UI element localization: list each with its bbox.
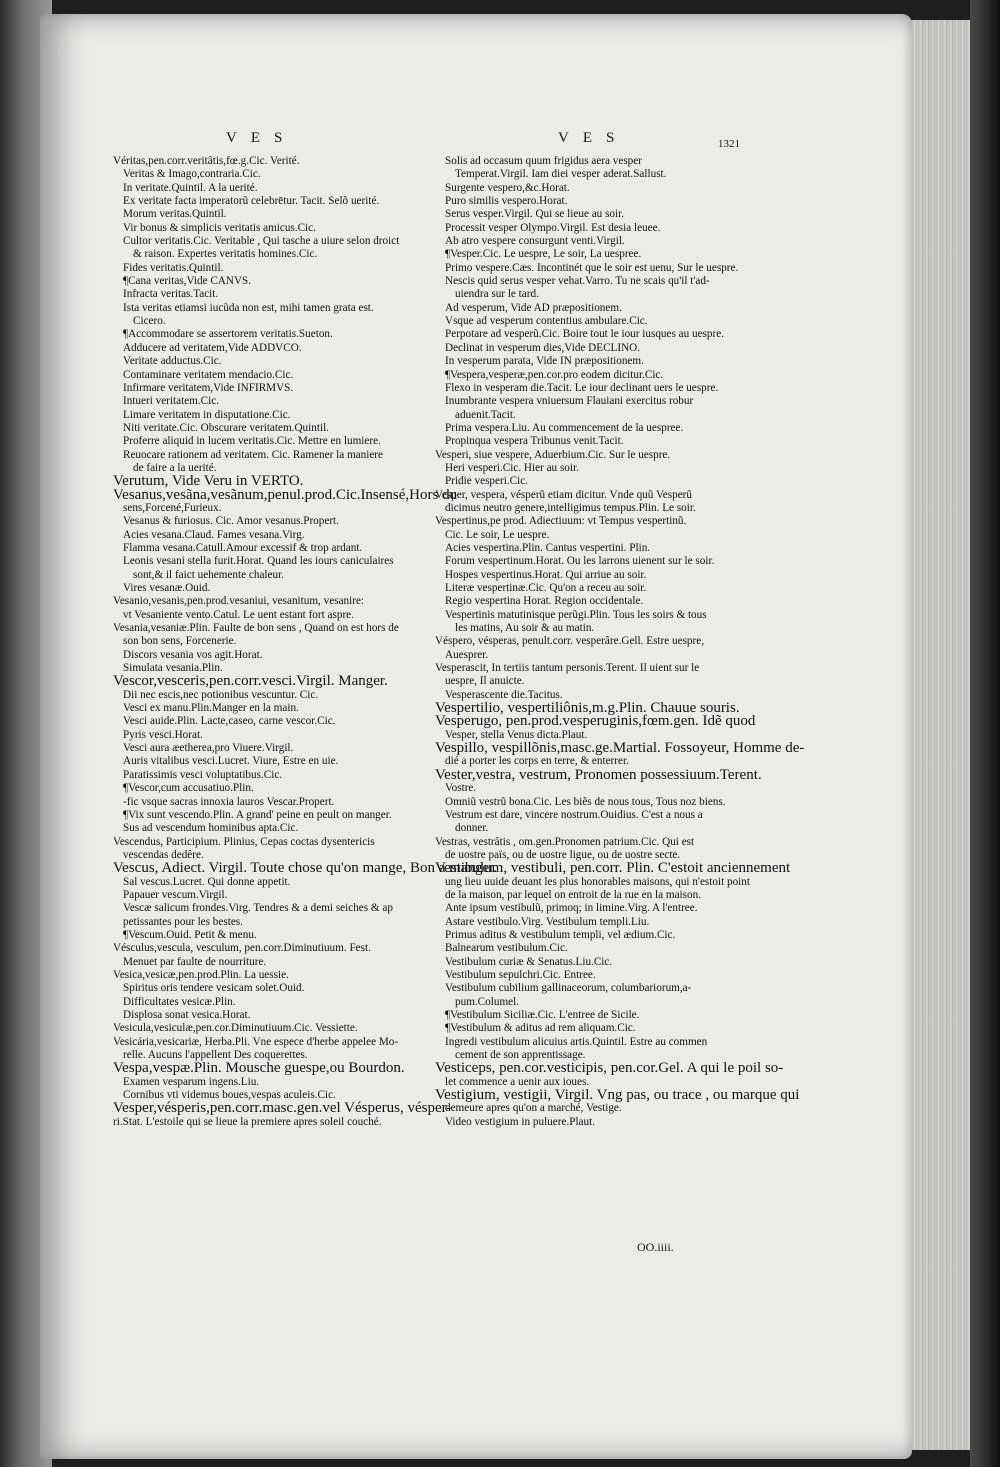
dictionary-line: Vesper, vespera, vésperũ etiam dicitur. Vnde quũ Vesperũ bbox=[435, 488, 692, 501]
dictionary-line: Contaminare veritatem mendacio.Cic. bbox=[123, 368, 294, 381]
dictionary-line: Flamma vesana.Catull.Amour excessif & trop ardant. bbox=[123, 541, 363, 554]
dictionary-line: Propinqua vespera Tribunus venit.Tacit. bbox=[445, 435, 624, 448]
dictionary-line: Hospes vespertinus.Horat. Qui arriue au soir. bbox=[445, 568, 647, 581]
dictionary-line: ¶Vestibulum Siciliæ.Cic. L'entree de Sicile. bbox=[445, 1009, 640, 1021]
dictionary-line: Vésculus,vescula, vesculum, pen.corr.Diminutiuum. Fest. bbox=[113, 942, 371, 955]
dictionary-line: Infirmare veritatem,Vide INFIRMVS. bbox=[123, 381, 294, 394]
dictionary-line: dicimus neutro genere,intelligimus tempus.Plin. Le soir. bbox=[445, 501, 696, 514]
dictionary-line: cement de son apprentissage. bbox=[455, 1049, 586, 1062]
dictionary-line: Vesci ex manu.Plin.Manger en la main. bbox=[123, 702, 299, 715]
dictionary-line: ¶Vescum.Ouid. Petit & menu. bbox=[123, 928, 257, 941]
dictionary-line: relle. Aucuns l'appellent Des coquerettes. bbox=[123, 1049, 308, 1062]
dictionary-line: Vespertinus,pe prod. Adiectiuum: vt Tempus vespertinũ. bbox=[435, 515, 687, 528]
dictionary-line: Morum veritas.Quintil. bbox=[123, 208, 227, 221]
dictionary-line: de la maison, par lequel on entroit de la rue en la maison. bbox=[445, 888, 701, 901]
dictionary-line: Vesicula,vesiculæ,pen.cor.Diminutiuum.Cic. Vessiette. bbox=[113, 1022, 358, 1035]
dictionary-line: demeure apres qu'on a marché, Vestige. bbox=[445, 1102, 622, 1115]
dictionary-line: let commence a uenir aux ioues. bbox=[445, 1075, 590, 1088]
dictionary-line: Vostre. bbox=[445, 782, 477, 795]
dictionary-line: donner. bbox=[455, 822, 489, 835]
dictionary-line: uespre, Il anuicte. bbox=[445, 675, 525, 688]
dictionary-line: Ad vesperum, Vide AD præpositionem. bbox=[445, 301, 622, 314]
dictionary-line: Vesanio,vesanis,pen.prod.vesaniui, vesanitum, vesanire: bbox=[113, 595, 365, 608]
dictionary-line: Cic. Le soir, Le uespre. bbox=[445, 528, 550, 541]
dictionary-line: Vespillo, vespillõnis,masc.ge.Martial. Fossoyeur, Homme de- bbox=[435, 740, 805, 757]
dictionary-line: Vespa,vespæ.Plin. Mousche guespe,ou Bourdon. bbox=[113, 1060, 405, 1077]
dictionary-line: Vestibulum curiæ & Senatus.Liu.Cic. bbox=[445, 955, 613, 968]
dictionary-line: Examen vesparum ingens.Liu. bbox=[123, 1075, 260, 1088]
dictionary-line: de uostre païs, ou de uostre ligue, ou de uostre secte. bbox=[445, 848, 681, 861]
dictionary-line: Omniũ vestrũ bona.Cic. Les biẽs de nous tous, Tous noz biens. bbox=[445, 795, 726, 808]
dictionary-line: Vestrum est dare, vincere nostrum.Ouidius. C'est a nous a bbox=[445, 808, 703, 821]
dictionary-line: Vescendus, Participium. Plinius, Cepas coctas dysentericis bbox=[113, 835, 375, 848]
dictionary-line: Displosa sonat vesica.Horat. bbox=[123, 1009, 251, 1021]
dictionary-line: Vescor,vesceris,pen.corr.vesci.Virgil. Manger. bbox=[113, 673, 388, 690]
dictionary-line: Heri vesperi.Cic. Hier au soir. bbox=[445, 461, 579, 474]
dictionary-line: Serus vesper.Virgil. Qui se lieue au soir. bbox=[445, 208, 625, 221]
dictionary-line: Verutum, Vide Veru in VERTO. bbox=[113, 473, 304, 490]
dictionary-line: Véspero, vésperas, penult.corr. vesperâre.Gell. Estre uespre, bbox=[435, 635, 705, 648]
dictionary-line: Primo vespere.Cæs. Incontinét que le soir est uenu, Sur le uespre. bbox=[445, 261, 739, 274]
dictionary-line: sont,& il faict uehemente chaleur. bbox=[133, 568, 284, 581]
dictionary-line: Auris vitalibus vesci.Lucret. Viure, Estre en uie. bbox=[123, 755, 339, 768]
dictionary-line: Fides veritatis.Quintil. bbox=[123, 261, 224, 274]
dictionary-line: Vesperascente die.Tacitus. bbox=[445, 688, 563, 701]
dictionary-line: Vescus, Adiect. Virgil. Toute chose qu'on mange, Bon a manger. bbox=[113, 860, 498, 877]
dictionary-line: les matins, Au soir & au matin. bbox=[455, 622, 595, 635]
dictionary-line: Vesica,vesicæ,pen.prod.Plin. La uessie. bbox=[113, 968, 289, 981]
dictionary-line: de faire a la uerité. bbox=[133, 461, 217, 474]
dictionary-line: Nescis quid serus vesper vehat.Varro. Tu ne scais qu'il t'ad- bbox=[445, 275, 710, 288]
dictionary-line: Menuet par faulte de nourriture. bbox=[123, 955, 267, 968]
dictionary-line: aduenit.Tacit. bbox=[455, 408, 516, 421]
dictionary-line: Sus ad vescendum hominibus apta.Cic. bbox=[123, 822, 299, 835]
dictionary-line: Vesperascit, In tertiis tantum personis.Terent. Il uient sur le bbox=[435, 662, 700, 675]
dictionary-line: Vir bonus & simplicis veritatis amicus.Cic. bbox=[123, 221, 316, 234]
dictionary-line: Ante ipsum vestibulũ, primoq; in limine.Virg. A l'entree. bbox=[445, 902, 698, 915]
dictionary-line: Paratissimis vesci voluptatibus.Cic. bbox=[123, 768, 283, 781]
dictionary-line: Flexo in vesperam die.Tacit. Le iour declinant uers le uespre. bbox=[445, 381, 719, 394]
dictionary-line: Vespertinis matutinisque perũgi.Plin. Tous les soirs & tous bbox=[445, 608, 707, 621]
dictionary-line: Infracta veritas.Tacit. bbox=[123, 288, 219, 301]
dictionary-line: Discors vesania vos agit.Horat. bbox=[123, 648, 263, 661]
right-column bbox=[435, 155, 805, 1129]
dictionary-line: Video vestigium in puluere.Plaut. bbox=[445, 1115, 596, 1128]
dictionary-line: Perpotare ad vesperũ.Cic. Boire tout le iour iusques au uespre. bbox=[445, 328, 724, 341]
dictionary-line: pum.Columel. bbox=[455, 995, 520, 1008]
dictionary-line: ¶Vescor,cum accusatiuo.Plin. bbox=[123, 782, 254, 795]
signature-mark: OO.iiii. bbox=[637, 1240, 674, 1254]
dictionary-line: Temperat.Virgil. Iam diei vesper aderat.Sallust. bbox=[455, 168, 667, 181]
dictionary-line: Ingredi vestibulum alicuius artis.Quintil. Estre au commen bbox=[445, 1035, 708, 1048]
dictionary-line: Vesticeps, pen.cor.vesticipis, pen.cor.Gel. A qui le poil so- bbox=[435, 1060, 784, 1077]
dictionary-line: Vsque ad vesperum contentius ambulare.Cic. bbox=[445, 315, 648, 328]
dictionary-line: ¶Accommodare se assertorem veritatis.Sueton. bbox=[123, 328, 333, 341]
dictionary-line: vt Vesaniente vento.Catul. Le uent estant fort aspre. bbox=[123, 608, 354, 621]
dictionary-line: In vesperum parata, Vide IN præpositionem. bbox=[445, 355, 644, 368]
dictionary-line: Vesanus & furiosus. Cic. Amor vesanus.Propert. bbox=[123, 515, 339, 528]
dictionary-line: Vesperi, siue vespere, Aduerbium.Cic. Sur le uespre. bbox=[435, 448, 671, 461]
dictionary-line: ¶Cana veritas,Vide CANVS. bbox=[123, 275, 252, 288]
dictionary-line: Intueri veritatem.Cic. bbox=[123, 395, 219, 408]
dictionary-line: Reuocare rationem ad veritatem. Cic. Ramener la maniere bbox=[123, 448, 383, 461]
dictionary-line: Processit vesper Olympo.Virgil. Est desia leuee. bbox=[445, 221, 661, 234]
dictionary-line: uiendra sur le tard. bbox=[455, 288, 539, 301]
dictionary-line: Vester,vestra, vestrum, Pronomen possessiuum.Terent. bbox=[435, 766, 762, 783]
dictionary-line: Balnearum vestibulum.Cic. bbox=[445, 942, 568, 955]
dictionary-line: Vires vesanæ.Ouid. bbox=[123, 582, 211, 594]
dictionary-line: Vesci auide.Plin. Lacte,caseo, carne vescor.Cic. bbox=[123, 715, 336, 728]
dictionary-line: ¶Vestibulum & aditus ad rem aliquam.Cic. bbox=[445, 1022, 636, 1035]
dictionary-line: Prima vespera.Liu. Au commencement de la uespree. bbox=[445, 421, 684, 434]
dictionary-line: Vestigium, vestigii, Virgil. Vng pas, ou trace , ou marque qui bbox=[435, 1087, 800, 1104]
dictionary-line: Vestibulum sepulchri.Cic. Entree. bbox=[445, 968, 596, 981]
dictionary-line: Vestras, vestrâtis , om.gen.Pronomen patrium.Cic. Qui est bbox=[435, 835, 695, 848]
dictionary-line: ¶Vix sunt vescendo.Plin. A grand' peine en peult on manger. bbox=[123, 808, 392, 821]
dictionary-line: Cultor veritatis.Cic. Veritable , Qui tasche a uiure selon droict bbox=[123, 235, 400, 248]
dictionary-line: Veritate adductus.Cic. bbox=[123, 355, 222, 368]
dictionary-line: Inumbrante vespera vniuersum Flauiani exercitus robur bbox=[445, 395, 694, 408]
page-number: 1321 bbox=[718, 138, 740, 150]
dictionary-line: Pyris vesci.Horat. bbox=[123, 728, 203, 741]
dictionary-line: Acies vespertina.Plin. Cantus vespertini. Plin. bbox=[445, 541, 651, 554]
dictionary-line: Leonis vesani stella furit.Horat. Quand les iours caniculaires bbox=[123, 555, 394, 568]
dictionary-line: Vespertilio, vespertiliônis,m.g.Plin. Chauue souris. bbox=[435, 700, 740, 717]
dictionary-line: Veritas & Imago,contraria.Cic. bbox=[123, 168, 261, 181]
dictionary-line: Vesicária,vesicariæ, Herba.Pli. Vne espece d'herbe appelee Mo- bbox=[113, 1035, 399, 1048]
dictionary-line: Vesanus,vesãna,vesãnum,penul.prod.Cic.Insensé,Hors du bbox=[113, 486, 458, 503]
dictionary-line: Literæ vespertinæ.Cic. Qu'on a receu au soir. bbox=[445, 582, 647, 594]
dictionary-line: sens,Forcené,Furieux. bbox=[123, 501, 222, 514]
dictionary-line: Astare vestibulo.Virg. Vestibulum templi.Liu. bbox=[445, 915, 650, 928]
dictionary-line: ¶Vesper.Cic. Le uespre, Le soir, La uespree. bbox=[445, 248, 642, 261]
dictionary-line: Limare veritatem in disputatione.Cic. bbox=[123, 408, 291, 421]
dictionary-line: ung lieu uuide deuant les plus honorables maisons, qui n'estoit point bbox=[445, 875, 750, 888]
dictionary-line: Niti veritate.Cic. Obscurare veritatem.Quintil. bbox=[123, 421, 329, 434]
dictionary-line: Simulata vesania.Plin. bbox=[123, 662, 223, 675]
dictionary-line: Vesci aura æetherea,pro Viuere.Virgil. bbox=[123, 742, 294, 755]
dictionary-line: Solis ad occasum quum frigidus aera vesper bbox=[445, 155, 642, 167]
dictionary-line: Cornibus vti videmus boues,vespas aculeis.Cic. bbox=[123, 1089, 336, 1102]
dictionary-line: In veritate.Quintil. A la uerité. bbox=[123, 181, 258, 194]
dictionary-line: Papauer vescum.Virgil. bbox=[123, 888, 228, 901]
dictionary-line: Ista veritas etiamsi iucũda non est, mihi tamen grata est. bbox=[123, 301, 374, 314]
dictionary-line: Sal vescus.Lucret. Qui donne appetit. bbox=[123, 875, 291, 888]
dictionary-line: ri.Stat. L'estoile qui se lieue la premiere apres soleil couché. bbox=[113, 1115, 382, 1128]
dictionary-line: dié a porter les corps en terre, & enterrer. bbox=[445, 755, 629, 768]
dictionary-line: Declinat in vesperum dies,Vide DECLINO. bbox=[445, 341, 641, 354]
dictionary-line: Vestibulum cubilium gallinaceorum, columbariorum,a- bbox=[445, 982, 692, 995]
dictionary-line: & raison. Expertes veritatis homines.Cic. bbox=[133, 248, 318, 261]
dictionary-line: Ab atro vespere consurgunt venti.Virgil. bbox=[445, 235, 625, 248]
book-cover-edge bbox=[970, 0, 1000, 1467]
dictionary-line: Cicero. bbox=[133, 315, 166, 328]
dictionary-line: Adducere ad veritatem,Vide ADDVCO. bbox=[123, 341, 302, 354]
dictionary-line: Vesper, stella Venus dicta.Plaut. bbox=[445, 728, 588, 741]
dictionary-line: son bon sens, Forcenerie. bbox=[123, 635, 237, 648]
dictionary-line: Véritas,pen.corr.veritâtis,fœ.g.Cic. Verité. bbox=[113, 155, 300, 167]
dictionary-line: Vesania,vesaniæ.Plin. Faulte de bon sens , Quand on est hors de bbox=[113, 622, 399, 635]
dictionary-line: Difficultates vesicæ.Plin. bbox=[123, 995, 236, 1008]
dictionary-line: Spiritus oris tendere vesicam solet.Ouid. bbox=[123, 982, 305, 995]
dictionary-line: Forum vespertinum.Horat. Ou les larrons uienent sur le soir. bbox=[445, 555, 715, 568]
dictionary-line: Proferre aliquid in lucem veritatis.Cic. Mettre en lumiere. bbox=[123, 435, 381, 448]
dictionary-line: Primus aditus & vestibulum templi, vel ædium.Cic. bbox=[445, 928, 676, 941]
dictionary-line: Auesprer. bbox=[445, 648, 489, 661]
dictionary-line: petissantes pour les bestes. bbox=[123, 915, 243, 928]
dictionary-line: -fic vsque sacras innoxia lauros Vescar.Propert. bbox=[123, 795, 335, 808]
dictionary-line: Pridie vesperi.Cic. bbox=[445, 475, 528, 488]
left-running-head: VES bbox=[226, 130, 297, 146]
dictionary-line: vescendas dedêre. bbox=[123, 848, 204, 861]
dictionary-line: Regio vespertina Horat. Region occidentale. bbox=[445, 595, 644, 608]
dictionary-line: Vestibulum, vestibuli, pen.corr. Plin. C'estoit anciennement bbox=[435, 860, 791, 877]
dictionary-line: Vescæ salicum frondes.Virg. Tendres & a demi seiches & ap bbox=[123, 902, 393, 915]
dictionary-line: Puro similis vespero.Horat. bbox=[445, 195, 568, 208]
dictionary-line: Dii nec escis,nec potionibus vescuntur. Cic. bbox=[123, 688, 319, 701]
dictionary-line: ¶Vespera,vesperæ,pen.cor.pro eodem dicitur.Cic. bbox=[445, 368, 664, 381]
dictionary-line: Surgente vespero,&c.Horat. bbox=[445, 181, 570, 194]
dictionary-line: Vesperugo, pen.prod.vesperuginis,fœm.gen. Idẽ quod bbox=[435, 713, 756, 730]
dictionary-line: Vesper,vésperis,pen.corr.masc.gen.vel Vésperus, vésper- bbox=[113, 1100, 452, 1117]
right-running-head: VES bbox=[558, 130, 629, 146]
dictionary-line: Ex veritate facta imperatorũ celebrētur. Tacit. Selõ uerité. bbox=[123, 195, 380, 208]
dictionary-line: Acies vesana.Claud. Fames vesana.Virg. bbox=[123, 528, 305, 541]
